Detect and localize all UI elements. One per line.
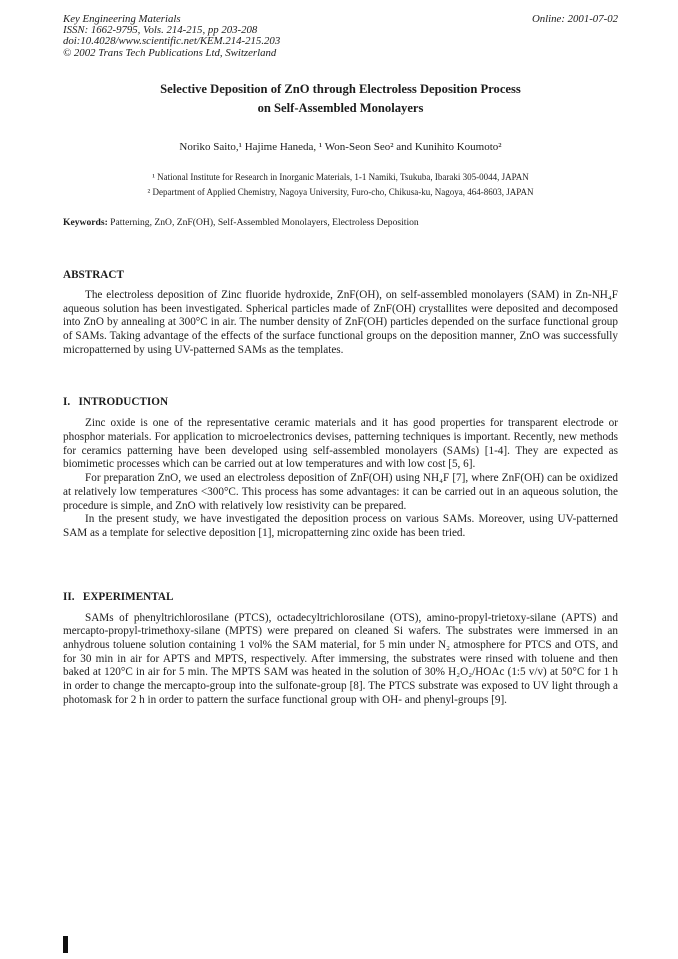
affiliations-block — [63, 170, 618, 200]
doi-line: doi:10.4028/www.scientific.net/KEM.214-215.203 — [63, 35, 281, 48]
journal-citation-block — [63, 14, 280, 59]
scan-artifact-mark — [63, 936, 68, 953]
paper-title-line2: on Self-Assembled Monolayers — [257, 100, 424, 115]
introduction-paragraph: Zinc oxide is one of the representative ceramic materials and it has good properties for transparent electrode or phosphor materials. For application to microelectronics devises, patterning techniques is important. Recently, new methods for ceramics patterning have been developed using self-assembled monolayers (SAMs) [1-4]. They are expected as biomimetic processes which can be carried out at low temperatures and with low cost [5, 6]. — [63, 417, 618, 471]
affiliation-1: ¹ National Institute for Research in Inorganic Materials, 1-1 Namiki, Tsukuba, Ibaraki 305-0044, JAPAN — [152, 171, 529, 182]
introduction-paragraph: In the present study, we have investigated the deposition process on various SAMs. Moreover, using UV-patterned SAM as a template for selective deposition [1], micropatterning zinc oxide has been tried. — [63, 513, 618, 539]
journal-name: Key Engineering Materials — [63, 13, 181, 25]
paper-title — [63, 80, 618, 118]
section-heading-experimental: II. EXPERIMENTAL — [63, 590, 174, 603]
experimental-paragraph: SAMs of phenyltrichlorosilane (PTCS), octadecyltrichlorosilane (OTS), amino-propyl-trietoxy-silane (APTS) and mercapto-propyl-trimethoxy-silane (MPTS) were prepared on cleaned Si wafers. The substrates were immersed in an anhydrous toluene solution containing 1 vol% the SAM material, for 5 min under N₂ atmosphere for PTCS and OTS, and for 30 min in air for APTS and MPTS, respectively. After immersing, the substrates were rinsed with toluene and then baked at 120°C in air for 5 min. The MPTS SAM was heated in the solution of 30% H₂O₂/HOAc (1:5 v/v) at 50°C for 1 h in order to change the mercapto-group into the sulfonate-group [8]. The PTCS substrate was exposed to UV light through a photomask for 2 h in order to pattern the surface functional group with OH- and phenyl-groups [9]. — [63, 611, 618, 706]
introduction-paragraph: For preparation ZnO, we used an electroless deposition of ZnF(OH) using NH₄F [7], where ZnF(OH) can be oxidized at relatively low temperatures <300°C. This process has some advantages: it can be carried out in an aqueous solution, the procedure is simple, and ZnO with relatively low resistivity can be prepared. — [63, 472, 618, 512]
keywords-label: Keywords: — [63, 216, 108, 228]
issn-line: ISSN: 1662-9795, Vols. 214-215, pp 203-208 — [63, 24, 258, 37]
abstract-paragraph: The electroless deposition of Zinc fluoride hydroxide, ZnF(OH), on self-assembled monolayers (SAM) in Zn-NH₄F aqueous solution has been investigated. Spherical particles made of ZnF(OH) crystallites were deposited and decomposed into ZnO by annealing at 300°C in air. The number density of ZnF(OH) particles depended on the surface functional group of SAMs. Taking advantage of the effects of the surface functional groups on the deposition manner, ZnO was successfully micropatterned by using UV-patterned SAMs as the templates. — [63, 288, 618, 356]
journal-header — [63, 14, 618, 59]
online-date: Online: 2001-07-02 — [531, 13, 618, 25]
authors-line: Noriko Saito,¹ Hajime Haneda, ¹ Won-Seon Seo² and Kunihito Koumoto² — [179, 140, 502, 153]
keywords-line — [63, 217, 618, 228]
section-heading-introduction: I. INTRODUCTION — [63, 396, 169, 409]
copyright-line: © 2002 Trans Tech Publications Ltd, Switzerland — [63, 46, 277, 59]
affiliation-2: ² Department of Applied Chemistry, Nagoya University, Furo-cho, Chikusa-ku, Nagoya, 464-8603, JAPAN — [147, 186, 534, 197]
abstract-heading: ABSTRACT — [63, 268, 124, 281]
paper-title-line1: Selective Deposition of ZnO through Electroless Deposition Process — [160, 81, 521, 96]
keywords-text: Patterning, ZnO, ZnF(OH), Self-Assembled Monolayers, Electroless Deposition — [107, 216, 419, 228]
